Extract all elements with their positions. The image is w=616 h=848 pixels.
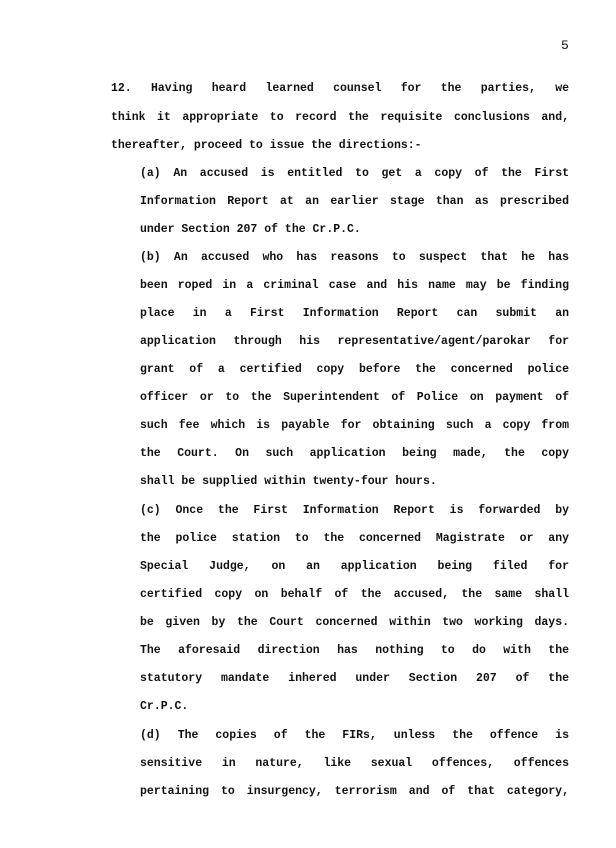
item-c-line: statutory mandate inhered under Section 207 of the [140,672,569,685]
item-a-line: under Section 207 of the Cr.P.C. [140,223,361,236]
item-c-line: (c) Once the First Information Report is forwarded by [140,504,569,517]
item-b-line: place in a First Information Report can submit an [140,307,569,320]
item-b-line: grant of a certified copy before the concerned police [140,363,569,376]
paragraph-12-line: think it appropriate to record the requisite conclusions and, [111,111,569,124]
item-c-line: the police station to the concerned Magistrate or any [140,532,569,545]
item-a-line: Information Report at an earlier stage than as prescribed [140,195,569,208]
item-b-line: been roped in a criminal case and his name may be finding [140,279,569,292]
item-c-line: certified copy on behalf of the accused, the same shall [140,588,569,601]
item-c-line: The aforesaid direction has nothing to do with the [140,644,569,657]
item-b-line: application through his representative/agent/parokar for [140,335,569,348]
item-b-line: officer or to the Superintendent of Police on payment of [140,391,569,404]
item-d-line: sensitive in nature, like sexual offences, offences [140,757,569,770]
item-b-line: (b) An accused who has reasons to suspect that he has [140,251,569,264]
item-d-line: (d) The copies of the FIRs, unless the offence is [140,729,569,742]
item-c-line: Cr.P.C. [140,700,189,713]
item-a-line: (a) An accused is entitled to get a copy of the First [140,167,569,180]
paragraph-12-line: 12. Having heard learned counsel for the parties, we [111,82,569,95]
item-b-line: such fee which is payable for obtaining such a copy from [140,419,569,432]
item-b-line: shall be supplied within twenty-four hours. [140,475,437,488]
item-b-line: the Court. On such application being made, the copy [140,447,569,460]
item-d-line: pertaining to insurgency, terrorism and of that category, [140,785,569,798]
item-c-line: Special Judge, on an application being filed for [140,560,569,573]
page-number: 5 [561,38,569,53]
item-c-line: be given by the Court concerned within two working days. [140,616,569,629]
paragraph-12-line: thereafter, proceed to issue the directions:- [111,139,422,152]
